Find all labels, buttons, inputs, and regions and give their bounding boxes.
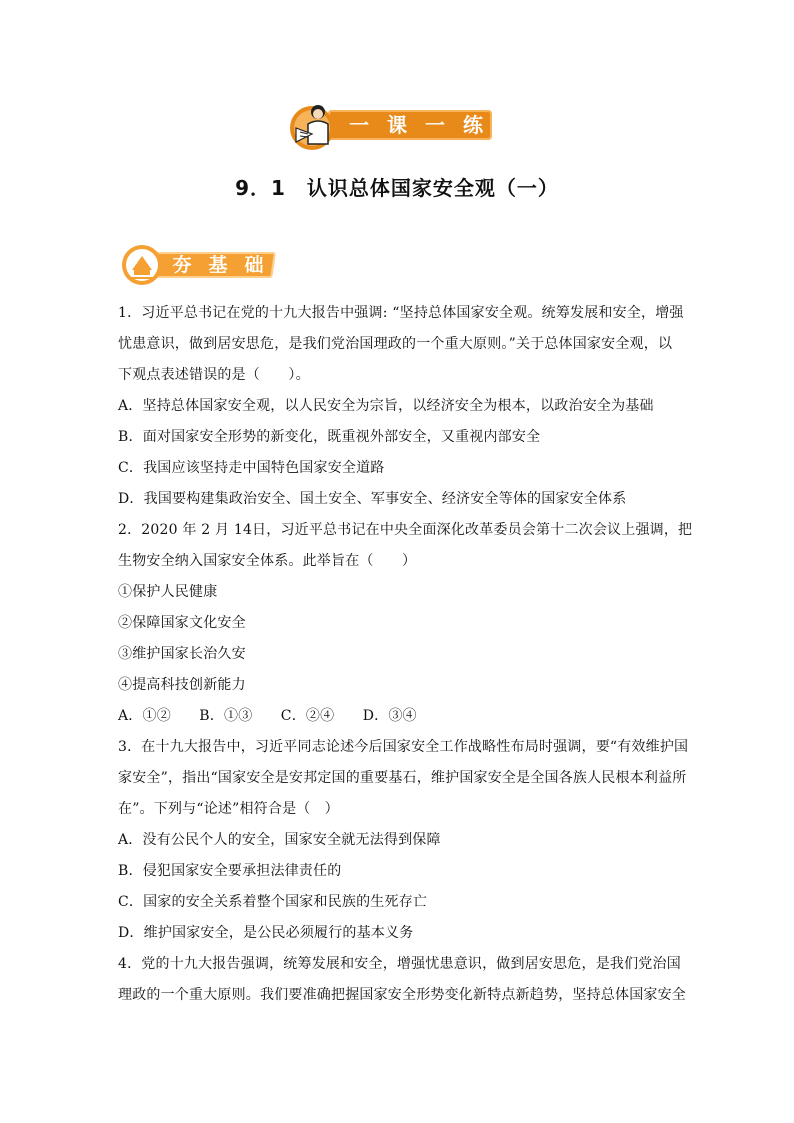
banner-char-4: 练 [463, 113, 483, 137]
option-line: C．国家的安全关系着整个国家和民族的生死存亡 [118, 894, 428, 910]
option-line: A．没有公民个人的安全，国家安全就无法得到保障 [118, 832, 441, 848]
student-reading-icon [288, 98, 344, 152]
option-line: A．坚持总体国家安全观，以人民安全为宗旨，以经济安全为根本，以政治安全为基础 [118, 398, 654, 414]
statement-line: ①保护人民健康 [118, 584, 218, 600]
text-line: 1．习近平总书记在党的十九大报告中强调: “坚持总体国家安全观。统筹发展和安全，增强 [118, 305, 684, 321]
foundation-icon [118, 240, 166, 288]
banner-char-3: 一 [425, 113, 445, 137]
option-line: D．维护国家安全，是公民必须履行的基本义务 [118, 925, 414, 941]
statement-line: ②保障国家文化安全 [118, 615, 246, 631]
statement-line: ④提高科技创新能力 [118, 677, 246, 693]
option-line: D．我国要构建集政治安全、国土安全、军事安全、经济安全等体的国家安全体系 [118, 491, 627, 507]
text-line: 2．2020 年 2 月 14日，习近平总书记在中央全面深化改革委员会第十二次会议上强调，把 [118, 522, 693, 538]
option-line: C．我国应该坚持走中国特色国家安全道路 [118, 460, 385, 476]
text-line: 4．党的十九大报告强调，统筹发展和安全，增强忧患意识，做到居安思危，是我们党治国 [118, 956, 681, 972]
text-line: 下观点表述错误的是（ ）。 [118, 367, 310, 383]
page-title: 9．1 认识总体国家安全观（一） [235, 176, 559, 200]
text-line: 忧患意识，做到居安思危，是我们党治国理政的一个重大原则。”关于总体国家安全观，以 [118, 336, 673, 352]
banner-char-2: 课 [387, 113, 407, 137]
option-line: B．面对国家安全形势的新变化，既重视外部安全，又重视内部安全 [118, 429, 541, 445]
text-line: 生物安全纳入国家安全体系。此举旨在（ ） [118, 553, 417, 569]
badge-char-2: 基 [208, 254, 228, 276]
text-line: 3．在十九大报告中，习近平同志论述今后国家安全工作战略性布局时强调，要“有效维护国 [118, 739, 689, 755]
question-content [118, 298, 693, 1011]
banner-char-1: 一 [349, 113, 369, 137]
lesson-banner [288, 98, 498, 152]
option-line: A．①② B．①③ C．②④ D．③④ [118, 708, 417, 724]
text-line: 在”。下列与“论述”相符合是（ ） [118, 801, 339, 817]
badge-char-1: 夯 [172, 254, 192, 276]
text-line: 理政的一个重大原则。我们要准确把握国家安全形势变化新特点新趋势，坚持总体国家安全 [118, 987, 686, 1003]
option-line: B．侵犯国家安全要承担法律责任的 [118, 863, 342, 879]
badge-char-3: 础 [244, 254, 264, 276]
section-badge [118, 240, 280, 288]
text-line: 家安全”，指出“国家安全是安邦定国的重要基石，维护国家安全是全国各族人民根本利益所 [118, 770, 687, 786]
statement-line: ③维护国家长治久安 [118, 646, 246, 662]
